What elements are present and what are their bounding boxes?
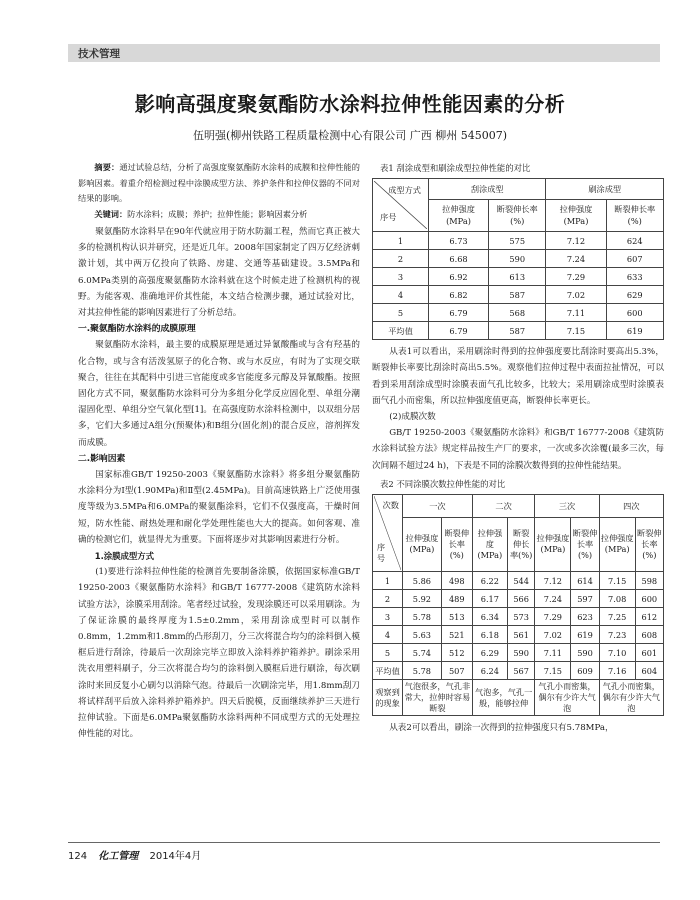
right-column [372, 160, 664, 736]
table2-cell: 5.78 [403, 608, 442, 626]
table2-cell: 7.24 [535, 590, 571, 608]
keywords-text: 防水涂料；成膜；养护；拉伸性能；影响因素分析 [127, 208, 308, 219]
table1-cell: 613 [489, 268, 546, 286]
table1-cell: 7.12 [546, 232, 606, 250]
table2-cell: 7.11 [535, 644, 571, 662]
table2-cell: 7.15 [599, 572, 635, 590]
table1-cell: 587 [489, 322, 546, 340]
table2-cell: 2 [373, 590, 403, 608]
table2-cell: 7.10 [599, 644, 635, 662]
table2-row [373, 572, 664, 590]
table1-cell: 7.24 [546, 250, 606, 268]
table2-subheader: 断裂伸长率(%) [441, 517, 472, 571]
table2-cell: 6.24 [472, 662, 507, 680]
table2-corner [373, 495, 403, 572]
issue-date: 2014年4月 [149, 851, 202, 862]
table2-cell: 6.29 [472, 644, 507, 662]
table2 [372, 494, 664, 716]
table1-cell: 7.02 [546, 286, 606, 304]
subsection1-heading: 1.涂膜成型方式 [94, 551, 155, 562]
table1-cell: 1 [373, 232, 429, 250]
table1-cell: 7.11 [546, 304, 606, 322]
table2-cell: 7.16 [599, 662, 635, 680]
left-column [78, 160, 360, 743]
table1-group-header: 刮涂成型 [429, 179, 546, 199]
table2-cell: 507 [441, 662, 472, 680]
table1-caption: 表1 刮涂成型和刷涂成型拉伸性能的对比 [380, 163, 531, 173]
table1-cell: 6.92 [429, 268, 489, 286]
table2-row [373, 626, 664, 644]
table1-cell: 624 [606, 232, 664, 250]
table1-cell: 5 [373, 304, 429, 322]
table2-cell: 5.78 [403, 662, 442, 680]
table2-observation: 气泡很多，气孔非常大，拉伸时容易断裂 [403, 680, 473, 716]
table1-cell: 607 [606, 250, 664, 268]
right-paragraph-3: 从表2可以看出，刷涂一次得到的拉伸强度只有5.78MPa， [389, 723, 614, 734]
table2-subheader: 拉伸强度(MPa) [535, 517, 571, 571]
table2-cell: 604 [635, 662, 663, 680]
table1-cell: 629 [606, 286, 664, 304]
table2-cell: 601 [635, 644, 663, 662]
table2-cell: 619 [571, 626, 599, 644]
table2-row [373, 590, 664, 608]
table1-cell: 7.29 [546, 268, 606, 286]
table1-row [373, 268, 664, 286]
table2-cell: 498 [441, 572, 472, 590]
table2-cell: 6.18 [472, 626, 507, 644]
table2-cell: 6.34 [472, 608, 507, 626]
section-tag: 技术管理 [68, 44, 660, 62]
table2-subheader: 拉伸强度(MPa) [599, 517, 635, 571]
table1-row [373, 304, 664, 322]
table2-cell: 1 [373, 572, 403, 590]
table2-cell: 573 [507, 608, 535, 626]
table1-subheader: 拉伸强度(MPa) [546, 199, 606, 232]
table1 [372, 178, 664, 340]
abstract-text: 通过试验总结，分析了高强度聚氨酯防水涂料的成膜和拉伸性能的影响因素。着重介绍检测过程中涂膜成型方法、养护条件和拉伸仪器的不同对结果的影响。 [78, 162, 360, 203]
table2-observation: 气孔小而密集，偶尔有少许大气泡 [599, 680, 663, 716]
table2-cell: 7.15 [535, 662, 571, 680]
table2-cell: 614 [571, 572, 599, 590]
page-footer [68, 842, 660, 862]
table2-subheader: 断裂伸长率(%) [571, 517, 599, 571]
section1-paragraph: 聚氨酯防水涂料，最主要的成膜原理是通过异氰酸酯或与含有羟基的化合物，或与含有活泼氢原子的化合物、或与水反应，有时为了实现交联聚合，往往在其配料中引进三官能度或多官能度多元醇及异氰酸酯。按照固化方式不同，聚氨酯防水涂料可分为多组分化学反应固化型、单组分潮湿固化型、单组分空气氧化型[1]。在高强度防水涂料检测中，以双组分居多，它们大多通过A组分(预聚体)和B组分(固化剂)的混合反应，溶剂挥发而成膜。 [78, 340, 360, 448]
table2-cell: 4 [373, 626, 403, 644]
table2-observation: 气孔小而密集，偶尔有少许大气泡 [535, 680, 599, 716]
table1-cell: 6.68 [429, 250, 489, 268]
table1-cell: 568 [489, 304, 546, 322]
table1-cell: 4 [373, 286, 429, 304]
article-title: 影响高强度聚氨酯防水涂料拉伸性能因素的分析 [134, 92, 566, 116]
table2-cell: 590 [571, 644, 599, 662]
table1-subheader: 断裂伸长率(%) [489, 199, 546, 232]
table1-corner-bottom: 序号 [380, 212, 397, 223]
journal-name: 化工管理 [98, 851, 139, 862]
table2-cell: 612 [635, 608, 663, 626]
table2-group-header: 四次 [599, 495, 663, 518]
table1-cell: 6.79 [429, 322, 489, 340]
table1-row [373, 322, 664, 340]
table2-cell: 5.63 [403, 626, 442, 644]
table2-cell: 7.29 [535, 608, 571, 626]
table1-row [373, 250, 664, 268]
table2-cell: 598 [635, 572, 663, 590]
intro-paragraph: 聚氨酯防水涂料早在90年代就应用于防水防漏工程，然而它真正被大多的检测机构认识并研究，还是近几年。2008年国家制定了四万亿经济刺激计划，其中两万亿投向了铁路、房建、交通等基础建设。3.5MPa和6.0MPa类别的高强度聚氨酯防水涂料就在这个时候走进了检测机构的视野。为能客观、准确地评价其性能，本文结合检测步骤，通过试验对比，对其拉伸性能的影响因素进行了分析总结。 [78, 227, 360, 319]
table2-cell: 7.23 [599, 626, 635, 644]
table2-cell: 600 [635, 590, 663, 608]
keywords-label: 关键词： [94, 208, 128, 219]
abstract [78, 160, 360, 207]
table2-cell: 521 [441, 626, 472, 644]
table2-group-header: 一次 [403, 495, 473, 518]
table2-row [373, 608, 664, 626]
table1-row [373, 286, 664, 304]
table2-corner-bottom: 序号 [376, 542, 386, 564]
page-number: 124 [68, 851, 88, 862]
table2-cell: 489 [441, 590, 472, 608]
table2-cell: 561 [507, 626, 535, 644]
table2-cell: 5.92 [403, 590, 442, 608]
table2-cell: 6.17 [472, 590, 507, 608]
table2-subheader: 断裂伸长率(%) [507, 517, 535, 571]
table2-cell: 7.12 [535, 572, 571, 590]
table2-cell: 5.74 [403, 644, 442, 662]
table2-row [373, 662, 664, 680]
table2-cell: 567 [507, 662, 535, 680]
subsection1-paragraph: (1)要进行涂料拉伸性能的检测首先要制备涂膜，依据国家标准GB/T 19250-2003《聚氨酯防水涂料》和GB/T 16777-2008《建筑防水涂料试验方法》，涂膜采用刮涂。笔者经过试验，发现涂膜还可以采用刷涂。为了保证涂膜的最终厚度为1.5±0.2mm，采用刮涂成型时可以制作0.8mm，1.2mm和1.8mm的凸形刮刀，分三次将混合均匀的涂料倒入模框后进行刮涂，待最后一次刮涂完毕立即放入涂料养护箱养护。刷涂采用洗衣用塑料刷子，分三次将混合均匀的涂料倒入膜框后进行刷涂，每次刷涂时来回反复小心刷匀以消除气泡。待最后一次刷涂完毕，用1.8mm刮刀将试样刮平后放入涂料养护箱养护。四天后脱模，反面继续养护三天进行拉伸试验。下面是6.0MPa聚氨酯防水涂料两种不同成型方式的无处理拉伸性能的对比。 [78, 567, 360, 740]
table2-cell: 7.02 [535, 626, 571, 644]
table2-cell: 608 [635, 626, 663, 644]
table1-body [373, 232, 664, 340]
table2-cell: 609 [571, 662, 599, 680]
table2-subheader: 拉伸强度(MPa) [403, 517, 442, 571]
table2-cell: 512 [441, 644, 472, 662]
table1-cell: 6.73 [429, 232, 489, 250]
table1-cell: 633 [606, 268, 664, 286]
table2-cell: 590 [507, 644, 535, 662]
section1-heading: 一.聚氨酯防水涂料的成膜原理 [78, 324, 196, 335]
table2-cell: 5.86 [403, 572, 442, 590]
right-paragraph-1: 从表1可以看出，采用刷涂时得到的拉伸强度要比刮涂时要高出5.3%，断裂伸长率要比刮涂时高出5.5%。观察他们拉伸过程中表面拉扯情况，可以看到采用刮涂成型时涂膜表面气孔比较多，比较大；采用刷涂成型时涂膜表面气孔小而密集，所以拉伸强度值更高，断裂伸长率更长。 [372, 347, 664, 406]
right-paragraph-2: GB/T 19250-2003《聚氨酯防水涂料》和GB/T 16777-2008《建筑防水涂料试验方法》规定样品按生产厂的要求，一次或多次涂覆(最多三次，每次间隔不超过24 h)，下表是不同的涂膜次数得到的拉伸性能结果。 [372, 428, 664, 471]
table1-cell: 575 [489, 232, 546, 250]
table1-group-header: 刷涂成型 [546, 179, 664, 199]
table1-subheader: 拉伸强度(MPa) [429, 199, 489, 232]
author-line: 伍明强(柳州铁路工程质量检测中心有限公司 广西 柳州 545007) [192, 129, 508, 142]
keywords [78, 207, 360, 223]
table2-subheader-row [373, 517, 664, 571]
table1-cell: 3 [373, 268, 429, 286]
table2-obs-label: 观察到的现象 [373, 680, 403, 716]
right-heading-2: (2)成膜次数 [389, 412, 436, 423]
table2-cell: 5 [373, 644, 403, 662]
table2-cell: 566 [507, 590, 535, 608]
table2-cell: 平均值 [373, 662, 403, 680]
section2-paragraph: 国家标准GB/T 19250-2003《聚氨酯防水涂料》将多组分聚氨酯防水涂料分为Ⅰ型(1.90MPa)和Ⅱ型(2.45MPa)。目前高速铁路上广泛使用强度等级为3.5MPa和6.0MPa的聚氨酯涂料，它们不仅强度高，干燥时间短，防水性能、耐热处理和耐化学处理性能也大大的提高。如何客观、准确的检测它们，就显得尤为重要。下面将逐步对其影响因素进行分析。 [78, 470, 360, 545]
table1-cell: 6.79 [429, 304, 489, 322]
table1-cell: 2 [373, 250, 429, 268]
table1-corner [373, 179, 429, 232]
table1-subheader: 断裂伸长率(%) [606, 199, 664, 232]
table2-body [373, 572, 664, 680]
section2-heading: 二.影响因素 [78, 453, 126, 464]
table2-group-header: 三次 [535, 495, 599, 518]
table2-cell: 7.08 [599, 590, 635, 608]
table1-cell: 590 [489, 250, 546, 268]
table1-cell: 平均值 [373, 322, 429, 340]
table2-cell: 623 [571, 608, 599, 626]
abstract-label: 摘要： [94, 162, 120, 172]
table2-cell: 597 [571, 590, 599, 608]
table2-caption: 表2 不同涂膜次数拉伸性能的对比 [380, 478, 506, 489]
table2-cell: 7.25 [599, 608, 635, 626]
table1-row [373, 232, 664, 250]
table2-corner-top: 次数 [382, 500, 399, 511]
table2-subheader: 拉伸强度(MPa) [472, 517, 507, 571]
table2-cell: 6.22 [472, 572, 507, 590]
table1-cell: 600 [606, 304, 664, 322]
table2-row [373, 644, 664, 662]
table1-cell: 619 [606, 322, 664, 340]
table2-cell: 513 [441, 608, 472, 626]
table1-cell: 6.82 [429, 286, 489, 304]
table2-group-header: 二次 [472, 495, 535, 518]
table2-subheader: 断裂伸长率(%) [635, 517, 663, 571]
table1-corner-top: 成型方式 [388, 185, 421, 196]
table2-cell: 544 [507, 572, 535, 590]
table1-cell: 587 [489, 286, 546, 304]
table2-cell: 3 [373, 608, 403, 626]
table1-cell: 7.15 [546, 322, 606, 340]
table2-observation: 气泡多，气孔一般，能够拉伸 [472, 680, 535, 716]
